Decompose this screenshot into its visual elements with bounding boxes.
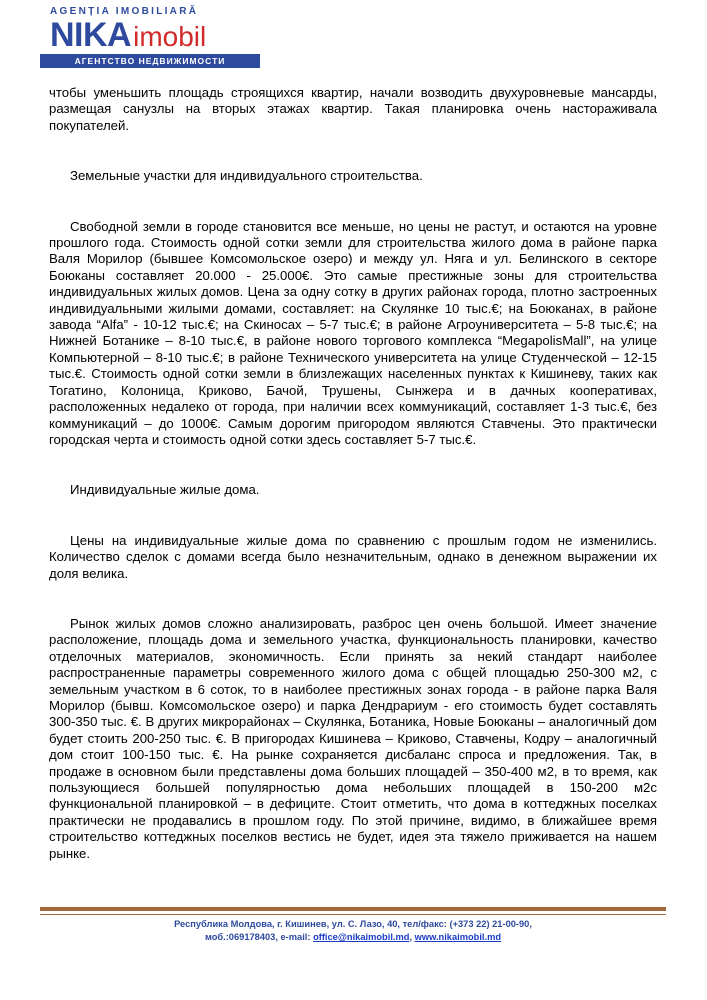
logo-agency-line: AGENȚIA IMOBILIARĂ: [50, 6, 199, 17]
footer-contacts: [40, 931, 666, 944]
footer-separator: ,: [409, 932, 415, 942]
footer-mobile: моб.:069178403, e-mail:: [204, 932, 314, 942]
agency-logo: [40, 6, 260, 68]
footer-divider-thin: [40, 914, 666, 915]
logo-brand-primary: NIKA: [50, 16, 132, 54]
paragraph-house-market: Рынок жилых домов сложно анализировать, разброс цен очень большой. Имеет значение расположение, площадь дома и земельного участка, функциональность планировки, качество отделочных материалов, экономичность. Если принять за некий стандарт наиболее распространенные параметры современного жилого дома с общей площадью 250-300 м2, с земельным участком в 6 соток, то в наиболее престижных зонах города - в районе парка Валя Морилор (бывш. Комсомольское озеро) и парка Дендрариум - его стоимость будет составлять 300-350 тыс. €. В других микрорайонах – Скулянка, Ботаника, Новые Боюканы – аналогичный дом будет стоить 200-250 тыс. €. В пригородах Кишинева – Криково, Ставчены, Кодру – аналогичный дом стоит 100-150 тыс. €. На рынке сохраняется дисбаланс спроса и предложения. Так, в продаже в основном были представлены дома больших площадей – 350-400 м2, в то время, как пользующиеся большей популярностью дома небольших площадей в 150-200 м2с функциональной планировкой – в дефиците. Стоит отметить, что дома в коттеджных поселках практически не продавались в прошлом году. По этой причине, видимо, в ближайшее время строительство коттеджных поселков вестись не будет, идея эта тяжело приживается на нашем рынке.: [49, 615, 657, 861]
footer-address: Республика Молдова, г. Кишинев, ул. С. Лазо, 40, тел/факс: (+373 22) 21-00-90,: [174, 919, 532, 929]
footer-website-link[interactable]: www.nikaimobil.md: [414, 932, 502, 942]
logo-wordmark: [50, 18, 206, 52]
logo-tagline: АГЕНТСТВО НЕДВИЖИМОСТИ: [40, 54, 260, 68]
page-footer: [40, 918, 666, 944]
footer-email-link[interactable]: office@nikaimobil.md: [313, 932, 410, 942]
heading-private-houses: Индивидуальные жилые дома.: [70, 482, 260, 498]
logo-brand-secondary: imobil: [133, 21, 207, 52]
paragraph-land-plots: Свободной земли в городе становится все меньше, но цены не растут, и остаются на уровне прошлого года. Стоимость одной сотки земли для строительства жилого дома в районе парка Валя Морилор (бывшее Комсомольское озеро) и между ул. Няга и ул. Белинского в секторе Боюканы составляет 20.000 - 25.000€. Это самые престижные зоны для строительства индивидуальных жилых домов. Цена за одну сотку в других районах города, плотно застроенных индивидуальными жилыми домами, составляет: на Скулянке 10 тыс.€; на Боюканах, в районе завода “Alfa” - 10-12 тыс.€; на Скиносах – 5-7 тыс.€; в районе Агроуниверситета – 5-8 тыс.€; на Нижней Ботанике – 8-10 тыс.€, в районе нового торгового комплекса “MegapolisMall”, на улице Компьютерной – 8-10 тыс.€; в районе Технического университета на улице Студенческой – 12-15 тыс.€. Стоимость одной сотки земли в близлежащих населенных пунктах к Кишиневу, таких как Тогатино, Колоница, Криково, Бачой, Трушены, Сынжера и в дачных кооперативах, расположенных недалеко от города, при наличии всех коммуникаций, составляет 1-3 тыс.€, без коммуникаций – до 1000€. Самым дорогим пригородом являются Ставчены. Это практически городская черта и стоимость одной сотки здесь составляет 5-7 тыс.€.: [49, 218, 657, 447]
paragraph-apartments-continued: чтобы уменьшить площадь строящихся квартир, начали возводить двухуровневые мансарды, размещая санузлы на вторых этажах квартир. Такая планировка очень настораживала покупателей.: [49, 85, 657, 133]
heading-land-plots: Земельные участки для индивидуального строительства.: [70, 168, 423, 184]
document-body: [49, 85, 657, 862]
footer-divider-thick: [40, 907, 666, 911]
paragraph-house-prices: Цены на индивидуальные жилые дома по сравнению с прошлым годом не изменились. Количество сделок с домами всегда было незначительным, однако в денежном выражении их доля велика.: [49, 532, 657, 581]
